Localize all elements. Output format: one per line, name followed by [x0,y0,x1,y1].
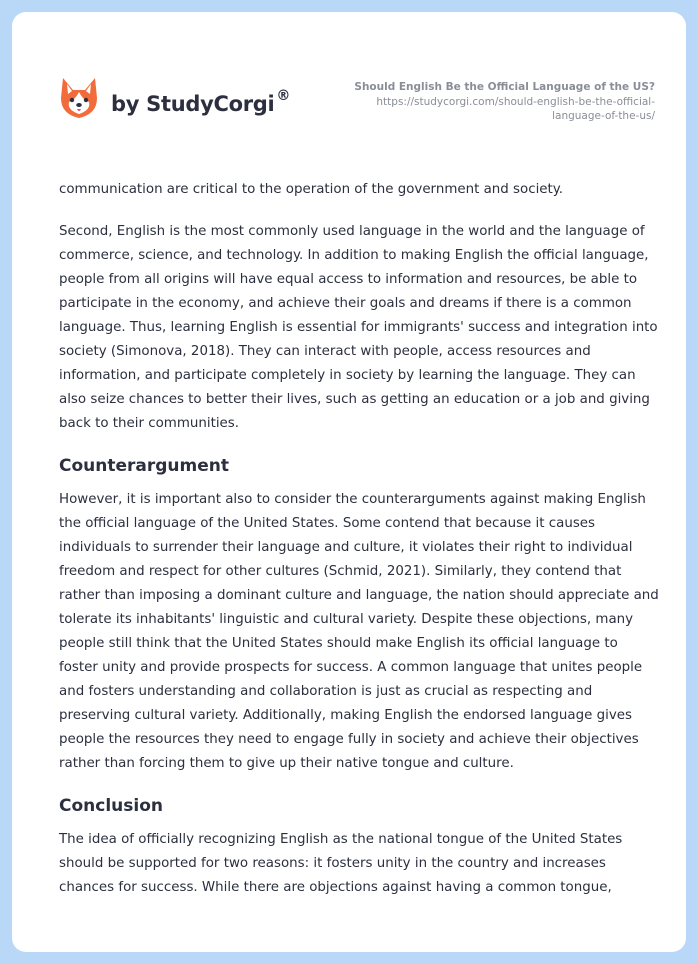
paragraph: However, it is important also to consider the counterarguments against making English the official language of the United States. Some contend that because it causes individuals to surrender their language and culture, it violates their right to individual freedom and respect for other cultures (Schmid, 2021). Similarly, they contend that rather than imposing a dominant culture and language, the nation should appreciate and tolerate its inhabitants' linguistic and cultural variety. Despite these objections, many people still think that the United States should make English its official language to foster unity and provide prospects for success. A common language that unites people and fosters understanding and collaboration is just as crucial as respecting and preserving cultural variety. Additionally, making English the endorsed language gives people the resources they need to engage fully in society and achieve their objectives rather than forcing them to give up their native tongue and culture. [59,492,659,771]
paragraph: communication are critical to the operation of the government and society. [59,182,564,197]
paragraph: Second, English is the most commonly used language in the world and the language of commerce, science, and technology. In addition to making English the official language, people from all origins will have equal access to information and resources, be able to participate in the economy, and achieve their goals and dreams if there is a common language. Thus, learning English is essential for immigrants' success and integration into society (Simonova, 2018). They can interact with people, access resources and information, and participate completely in society by learning the language. They can also seize chances to better their lives, such as getting an education or a job and giving back to their communities. [59,224,658,431]
document-page [12,12,686,952]
heading-conclusion: Conclusion [59,796,163,816]
heading-counterargument: Counterargument [59,456,229,476]
document-meta [325,80,655,123]
studycorgi-logo[interactable] [59,76,290,120]
paragraph: The idea of officially recognizing English as the national tongue of the United States should be supported for two reasons: it fosters unity in the country and increases chances for success. While there are objections against having a common tongue, [59,832,623,895]
document-url[interactable]: https://studycorgi.com/should-english-be-the-official-language-of-the-us/ [376,96,655,122]
brand-name: by StudyCorgi ® [111,88,291,116]
essay-content [59,178,659,918]
document-title: Should English Be the Official Language of the US? [354,81,655,93]
registered-mark: ® [276,88,291,104]
corgi-icon [59,76,99,120]
page-header [12,12,686,152]
